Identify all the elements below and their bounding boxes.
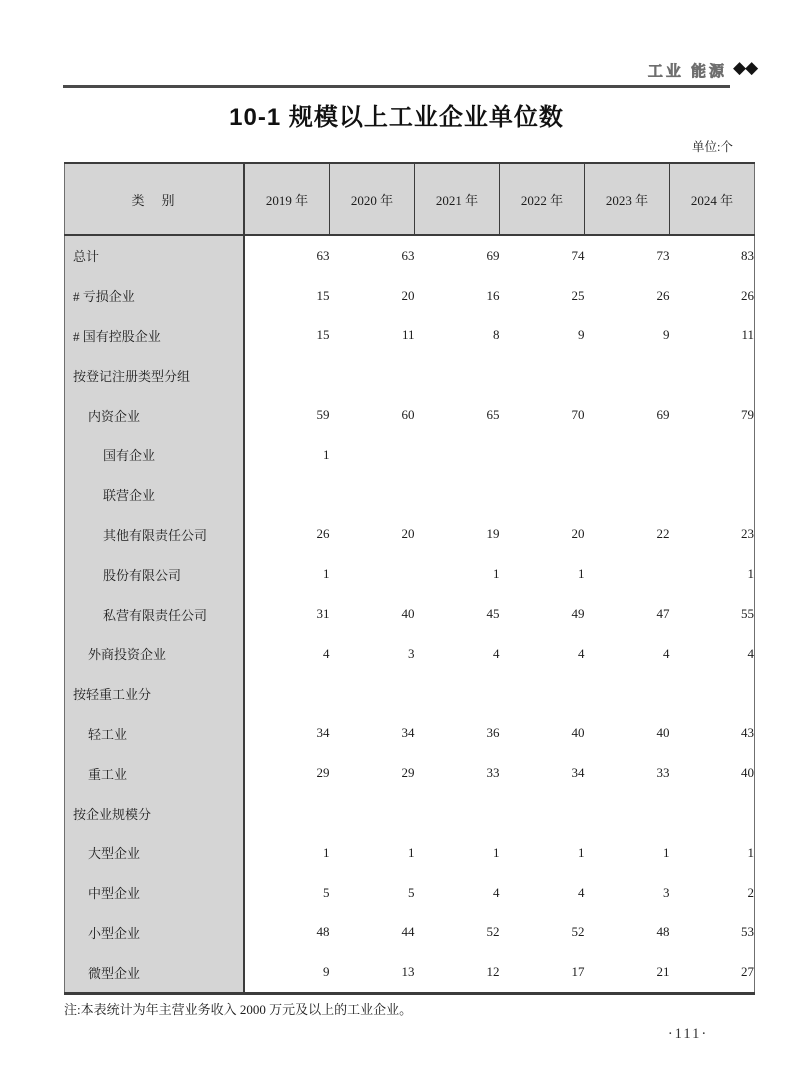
cell-value: 22 — [585, 515, 670, 555]
table-row — [65, 316, 755, 356]
cell-value: 4 — [500, 873, 585, 913]
row-label: 联营企业 — [65, 475, 245, 515]
cell-value: 1 — [500, 833, 585, 873]
cell-value: 34 — [330, 714, 415, 754]
cell-value: 73 — [585, 235, 670, 276]
cell-value — [500, 355, 585, 395]
cell-value: 4 — [415, 634, 500, 674]
cell-value — [330, 355, 415, 395]
cell-value: 20 — [330, 515, 415, 555]
cell-value: 1 — [415, 833, 500, 873]
cell-value: 65 — [415, 395, 500, 435]
table-row — [65, 594, 755, 634]
cell-value: 52 — [415, 913, 500, 953]
row-label: 重工业 — [65, 753, 245, 793]
diamonds-icon: ◆◆ — [733, 58, 758, 78]
table-row — [65, 515, 755, 555]
page-title: 10-1 规模以上工业企业单位数 — [229, 104, 564, 131]
table-row — [65, 913, 755, 953]
cell-value — [330, 475, 415, 515]
cell-value: 33 — [585, 753, 670, 793]
cell-value — [500, 793, 585, 833]
cell-value — [500, 674, 585, 714]
cell-value: 5 — [244, 873, 330, 913]
row-label: 国有企业 — [65, 435, 245, 475]
cell-value: 3 — [330, 634, 415, 674]
cell-value: 40 — [330, 594, 415, 634]
cell-value — [670, 475, 755, 515]
cell-value: 1 — [244, 435, 330, 475]
category-column-header: 类 别 — [65, 163, 245, 235]
cell-value — [244, 475, 330, 515]
cell-value: 53 — [670, 913, 755, 953]
cell-value: 12 — [415, 952, 500, 993]
cell-value: 9 — [500, 316, 585, 356]
table-row — [65, 554, 755, 594]
row-label: 微型企业 — [65, 952, 245, 993]
table-row — [65, 793, 755, 833]
year-column-header: 2020 年 — [330, 163, 415, 235]
cell-value: 4 — [415, 873, 500, 913]
cell-value — [500, 435, 585, 475]
year-column-header: 2019 年 — [244, 163, 330, 235]
cell-value: 15 — [244, 276, 330, 316]
table-row — [65, 395, 755, 435]
section-title: 工业 能源 — [647, 63, 727, 80]
cell-value — [330, 435, 415, 475]
cell-value: 1 — [415, 554, 500, 594]
cell-value — [415, 475, 500, 515]
cell-value: 4 — [585, 634, 670, 674]
cell-value: 59 — [244, 395, 330, 435]
cell-value: 34 — [244, 714, 330, 754]
table-row — [65, 714, 755, 754]
cell-value: 19 — [415, 515, 500, 555]
statistics-table — [64, 162, 755, 995]
row-label: 按企业规模分 — [65, 793, 245, 833]
year-column-header: 2023 年 — [585, 163, 670, 235]
cell-value — [585, 674, 670, 714]
table-row — [65, 276, 755, 316]
page-number: ·111· — [667, 1026, 709, 1042]
cell-value — [330, 674, 415, 714]
cell-value — [585, 554, 670, 594]
year-column-header: 2022 年 — [500, 163, 585, 235]
table-row — [65, 634, 755, 674]
year-column-header: 2024 年 — [670, 163, 755, 235]
table-row — [65, 753, 755, 793]
cell-value: 29 — [244, 753, 330, 793]
cell-value: 15 — [244, 316, 330, 356]
cell-value: 5 — [330, 873, 415, 913]
cell-value: 11 — [670, 316, 755, 356]
cell-value — [415, 355, 500, 395]
cell-value — [244, 355, 330, 395]
row-label: 股份有限公司 — [65, 554, 245, 594]
header-rule — [63, 85, 730, 88]
cell-value: 1 — [585, 833, 670, 873]
cell-value: 60 — [330, 395, 415, 435]
cell-value — [585, 435, 670, 475]
table-row — [65, 235, 755, 276]
cell-value: 69 — [415, 235, 500, 276]
cell-value: 17 — [500, 952, 585, 993]
row-label: 内资企业 — [65, 395, 245, 435]
cell-value: 26 — [244, 515, 330, 555]
row-label: 外商投资企业 — [65, 634, 245, 674]
cell-value: 55 — [670, 594, 755, 634]
cell-value: 83 — [670, 235, 755, 276]
cell-value — [330, 554, 415, 594]
cell-value: 69 — [585, 395, 670, 435]
cell-value — [244, 674, 330, 714]
cell-value: 29 — [330, 753, 415, 793]
cell-value: 79 — [670, 395, 755, 435]
cell-value: 74 — [500, 235, 585, 276]
cell-value: 16 — [415, 276, 500, 316]
cell-value: 40 — [670, 753, 755, 793]
cell-value: 31 — [244, 594, 330, 634]
unit-label: 单位:个 — [692, 140, 733, 154]
cell-value — [415, 793, 500, 833]
cell-value: 11 — [330, 316, 415, 356]
cell-value: 1 — [330, 833, 415, 873]
table-row — [65, 355, 755, 395]
cell-value: 20 — [500, 515, 585, 555]
cell-value: 1 — [244, 554, 330, 594]
cell-value — [585, 793, 670, 833]
cell-value: 63 — [244, 235, 330, 276]
row-label: 中型企业 — [65, 873, 245, 913]
row-label: 轻工业 — [65, 714, 245, 754]
cell-value: 1 — [670, 833, 755, 873]
cell-value: 9 — [244, 952, 330, 993]
table-row — [65, 435, 755, 475]
cell-value: 26 — [585, 276, 670, 316]
cell-value: 13 — [330, 952, 415, 993]
cell-value: 47 — [585, 594, 670, 634]
cell-value: 48 — [585, 913, 670, 953]
row-label: 按登记注册类型分组 — [65, 355, 245, 395]
cell-value — [500, 475, 585, 515]
cell-value: 48 — [244, 913, 330, 953]
cell-value: 8 — [415, 316, 500, 356]
table-row — [65, 475, 755, 515]
cell-value: 26 — [670, 276, 755, 316]
cell-value — [670, 793, 755, 833]
cell-value: 33 — [415, 753, 500, 793]
cell-value: 4 — [244, 634, 330, 674]
cell-value: 52 — [500, 913, 585, 953]
table-row — [65, 674, 755, 714]
cell-value: 9 — [585, 316, 670, 356]
cell-value — [330, 793, 415, 833]
cell-value: 21 — [585, 952, 670, 993]
row-label: 大型企业 — [65, 833, 245, 873]
row-label: 其他有限责任公司 — [65, 515, 245, 555]
cell-value: 27 — [670, 952, 755, 993]
table-footnote: 注:本表统计为年主营业务收入 2000 万元及以上的工业企业。 — [64, 1002, 413, 1017]
cell-value: 49 — [500, 594, 585, 634]
row-label: 按轻重工业分 — [65, 674, 245, 714]
cell-value: 45 — [415, 594, 500, 634]
cell-value: 1 — [670, 554, 755, 594]
cell-value: 25 — [500, 276, 585, 316]
cell-value — [244, 793, 330, 833]
cell-value — [670, 435, 755, 475]
cell-value: 40 — [500, 714, 585, 754]
row-label: 私营有限责任公司 — [65, 594, 245, 634]
cell-value — [670, 674, 755, 714]
row-label: # 国有控股企业 — [65, 316, 245, 356]
cell-value — [670, 355, 755, 395]
cell-value: 3 — [585, 873, 670, 913]
cell-value: 20 — [330, 276, 415, 316]
row-label: 总计 — [65, 235, 245, 276]
cell-value: 40 — [585, 714, 670, 754]
row-label: 小型企业 — [65, 913, 245, 953]
cell-value: 4 — [670, 634, 755, 674]
cell-value: 23 — [670, 515, 755, 555]
cell-value: 63 — [330, 235, 415, 276]
cell-value — [585, 475, 670, 515]
year-column-header: 2021 年 — [415, 163, 500, 235]
cell-value: 44 — [330, 913, 415, 953]
table-body — [65, 235, 755, 994]
cell-value: 43 — [670, 714, 755, 754]
cell-value: 36 — [415, 714, 500, 754]
cell-value: 2 — [670, 873, 755, 913]
cell-value: 1 — [500, 554, 585, 594]
cell-value: 70 — [500, 395, 585, 435]
table-header-row — [65, 163, 755, 235]
cell-value — [585, 355, 670, 395]
cell-value — [415, 435, 500, 475]
table-row — [65, 952, 755, 993]
cell-value: 4 — [500, 634, 585, 674]
table-row — [65, 873, 755, 913]
cell-value — [415, 674, 500, 714]
row-label: # 亏损企业 — [65, 276, 245, 316]
cell-value: 34 — [500, 753, 585, 793]
cell-value: 1 — [244, 833, 330, 873]
table-row — [65, 833, 755, 873]
